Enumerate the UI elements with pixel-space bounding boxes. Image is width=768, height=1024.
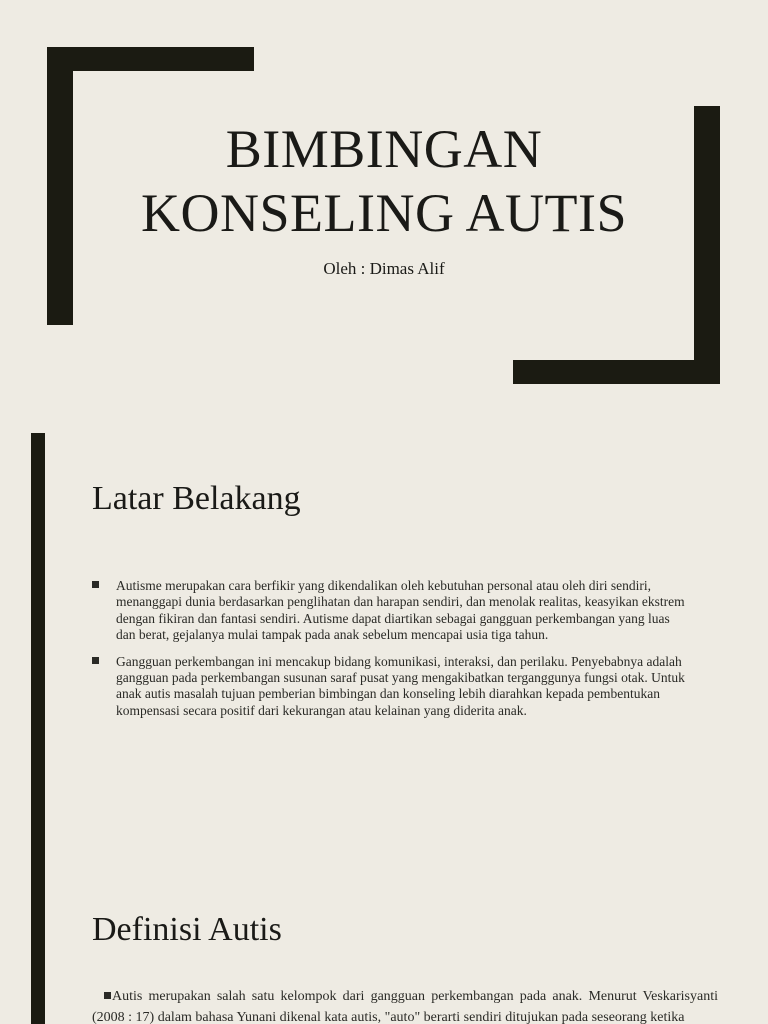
title-slide xyxy=(0,0,768,417)
accent-side-bar xyxy=(31,865,45,1024)
definition-paragraph xyxy=(92,986,718,1024)
square-bullet-icon xyxy=(92,657,99,664)
subtitle-author: Oleh : Dimas Alif xyxy=(323,259,445,278)
section-heading: Definisi Autis xyxy=(92,911,282,948)
definition-text: Autis merupakan salah satu kelompok dari gangguan perkembangan pada anak. Menurut Veskarisyanti (2008 : 17) dalam bahasa Yunani dikenal kata autis, "auto" berarti sendiri ditujukan pada seseorang ketika xyxy=(92,989,718,1024)
square-bullet-icon xyxy=(92,581,99,588)
bullet-text: Autisme merupakan cara berfikir yang dikendalikan oleh kebutuhan personal atau oleh diri sendiri, menanggapi dunia berdasarkan penglihatan dan harapan sendiri, dan menolak realitas, keasyikan ekstrem dengan fikiran dan fantasi sendiri. Autisme dapat diartikan sebagai gangguan perkembangan yang luas dan berat, gejalanya mulai tampak pada anak sebelum mencapai usia tiga tahun. xyxy=(116,578,685,643)
section-heading: Latar Belakang xyxy=(92,480,301,517)
bottom-right-bracket-horizontal xyxy=(513,360,720,384)
accent-side-bar xyxy=(31,433,45,865)
square-bullet-icon xyxy=(104,992,111,999)
title-line-2: KONSELING AUTIS xyxy=(141,183,627,243)
bullet-item xyxy=(92,654,692,720)
bullet-text: Gangguan perkembangan ini mencakup bidang komunikasi, interaksi, dan perilaku. Penyebabnya adalah gangguan pada perkembangan susunan saraf pusat yang mengakibatkan terganggunya fungsi otak. Untuk anak autis masalah tujuan pemberian bimbingan dan konseling lebih diarahkan kepada pembentukan kompensasi secara positif dari kekurangan atau kelainan yang diderita anak. xyxy=(116,653,685,718)
bullet-item xyxy=(92,578,692,644)
bullet-list xyxy=(92,578,692,729)
top-left-bracket-horizontal xyxy=(47,47,254,71)
title-line-1: BIMBINGAN xyxy=(225,119,543,179)
definisi-autis-slide xyxy=(0,865,768,1024)
latar-belakang-slide xyxy=(0,417,768,865)
